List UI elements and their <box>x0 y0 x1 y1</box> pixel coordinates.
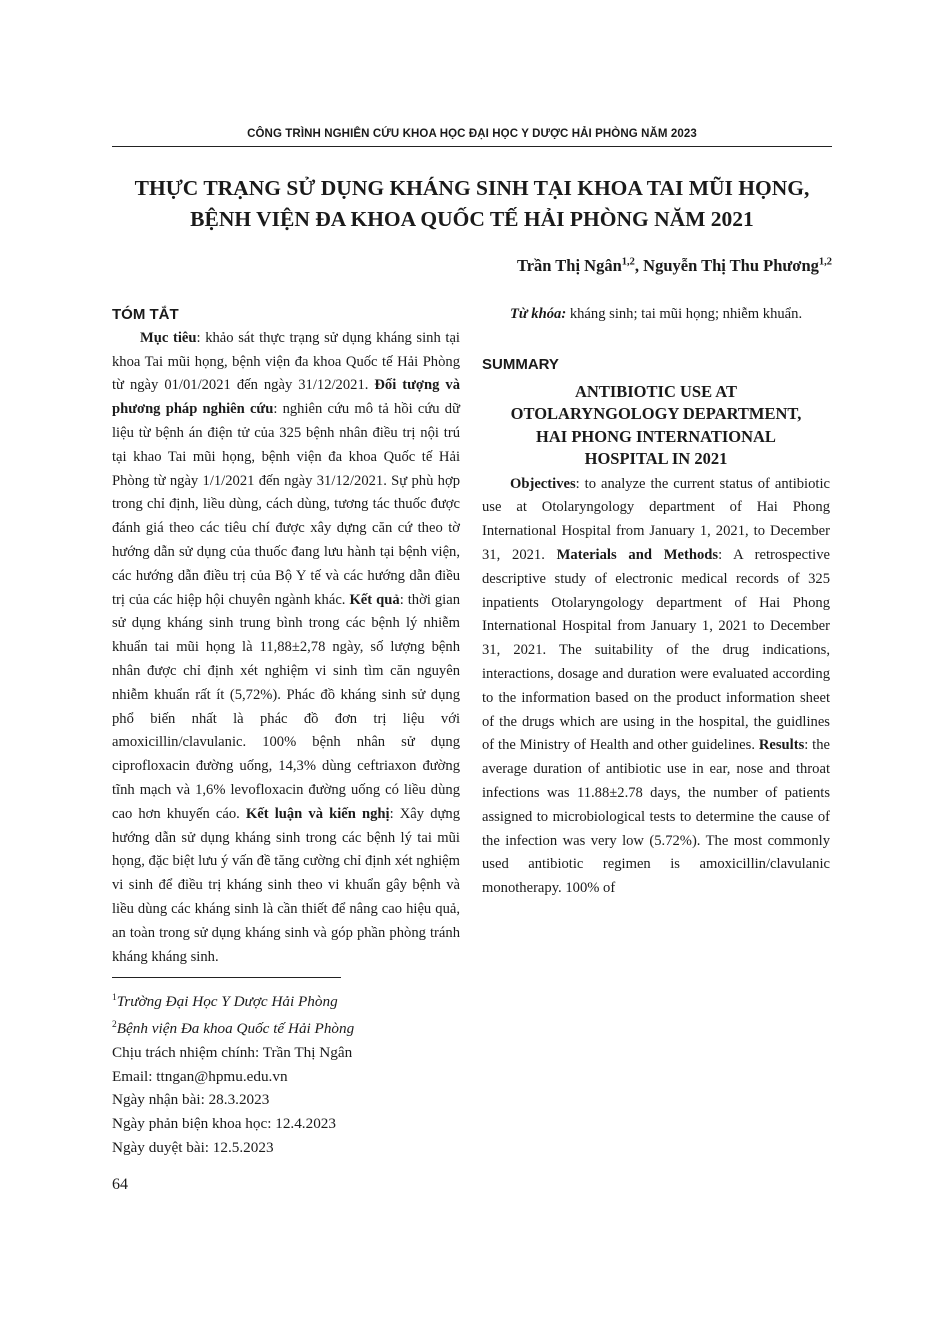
summary-paragraph <box>482 473 830 901</box>
footnote-affiliation-2 <box>112 1014 460 1041</box>
objectives-label: Objectives <box>510 475 576 492</box>
abstract-heading: TÓM TẮT <box>112 306 179 323</box>
en-results-label: Results <box>758 737 805 754</box>
author-1: Trần Thị Ngân <box>516 256 622 275</box>
date-accepted: Ngày duyệt bài: 12.5.2023 <box>112 1138 274 1156</box>
title-line-2: BỆNH VIỆN ĐA KHOA QUỐC TẾ HẢI PHÒNG NĂM 2021 <box>190 207 754 231</box>
keywords-text: kháng sinh; tai mũi họng; nhiễm khuẩn. <box>566 306 803 322</box>
footnote-2-text: Bệnh viện Đa khoa Quốc tế Hải Phòng <box>116 1019 355 1037</box>
conclusion-label: Kết luận và kiến nghị <box>245 805 390 822</box>
author-list <box>112 256 832 276</box>
summary-heading: SUMMARY <box>482 355 559 373</box>
author-separator: , <box>634 256 644 275</box>
title-line-1: THỰC TRẠNG SỬ DỤNG KHÁNG SINH TẠI KHOA TAI MŨI HỌNG, <box>134 176 810 200</box>
running-header: CÔNG TRÌNH NGHIÊN CỨU KHOA HỌC ĐẠI HỌC Y DƯỢC HẢI PHÒNG NĂM 2023 <box>247 128 697 140</box>
header-rule <box>112 146 832 147</box>
objective-label: Mục tiêu <box>140 329 197 346</box>
english-title-line-4: HOSPITAL IN 2021 <box>584 449 728 469</box>
objective-text: : khảo sát thực trạng sử dụng kháng sinh tại khoa Tai mũi họng, bệnh viện đa khoa Quốc tế Hải Phòng từ ngày 01/01/2021 đến ngày 31/12/2021. <box>112 329 460 394</box>
conclusion-text: : Xây dựng hướng dẫn sử dụng kháng sinh trong các bệnh lý tai mũi họng, đặc biệt lưu ý vấn đề tăng cường chỉ định xét nghiệm vi sinh để điều trị kháng sinh theo vi khuẩn gây bệnh và liều dùng các kháng sinh là cần thiết để nâng cao hiệu quả, an toàn trong sử dụng kháng sinh và góp phần phòng tránh kháng kháng sinh. <box>112 805 460 965</box>
article-title <box>112 173 832 235</box>
methods-label: Đối tượng và phương pháp nghiên cứu <box>112 377 460 418</box>
page-number: 64 <box>112 1176 128 1193</box>
english-title-line-1: ANTIBIOTIC USE AT <box>575 381 737 401</box>
corresponding-author: Chịu trách nhiệm chính: Trần Thị Ngân <box>112 1043 353 1061</box>
results-label: Kết quả <box>349 591 400 608</box>
footnotes <box>112 987 460 1160</box>
author-1-affiliation: 1,2 <box>621 256 635 268</box>
results-text: : thời gian sử dụng kháng sinh trung bình trong các bệnh lý nhiễm khuẩn tai mũi họng là 11,88±2,78 ngày, số lượng bệnh nhân được chỉ định xét nghiệm vi sinh tìm căn nguyên nhiễm khuẩn rất ít (5,72%). Phác đồ kháng sinh sử dụng phổ biến nhất là phác đồ đơn trị liệu với amoxicillin/clavulanic. 100% bệnh nhân sử dụng ciprofloxacin đường uống, 14,3% dùng ceftriaxon đường tĩnh mạch và 1,6% levofloxacin đường uống có liều dùng cao hơn khuyến cáo. <box>112 591 460 822</box>
footnote-2-marker: 2 <box>112 1019 117 1030</box>
en-methods-label: Materials and Methods <box>556 546 719 563</box>
objectives-text: : to analyze the current status of antibiotic use at Otolaryngology department of Hai Phong International Hospital from January 1, 2021, to December 31, 2021. <box>482 475 830 563</box>
keywords-label: Từ khóa: <box>510 306 567 322</box>
english-title-line-3: HAI PHONG INTERNATIONAL <box>536 426 776 446</box>
footnote-1-marker: 1 <box>112 993 117 1003</box>
date-reviewed: Ngày phản biện khoa học: 12.4.2023 <box>112 1115 336 1133</box>
english-title <box>482 381 830 471</box>
corresponding-email: Email: ttngan@hpmu.edu.vn <box>112 1067 288 1085</box>
author-2-affiliation: 1,2 <box>818 256 832 268</box>
abstract-vi-paragraph <box>112 327 460 970</box>
footnote-1-text: Trường Đại Học Y Dược Hải Phòng <box>116 993 338 1011</box>
methods-text: : nghiên cứu mô tả hồi cứu dữ liệu từ bệnh án điện tử của 325 bệnh nhân điều trị nội trú tại khao Tai mũi họng, bệnh viện đa khoa Quốc tế Hải Phòng từ ngày 1/1/2021 đến ngày 31/12/2021. Sự phù hợp trong chỉ định, liều dùng, cách dùng, tương tác thuốc được đánh giá theo các tiêu chí được xây dựng căn cứ theo tờ hướng dẫn sử dụng của thuốc đang lưu hành tại bệnh viện, các hướng dẫn điều trị của Bộ Y tế và các hướng dẫn điều trị của các hiệp hội chuyên ngành khác. <box>112 401 460 608</box>
en-methods-text: : A retrospective descriptive study of electronic medical records of 325 inpatients Otolaryngology department of Hai Phong International Hospital from January 1, 2021 to December 31, 2021. The suitability of the drug indications, interactions, dosage and duration were evaluated according to the information based on the product information sheet of the drugs which are using in the hospital, the guidlines of the Ministry of Health and other guidelines. <box>482 546 830 754</box>
right-column <box>482 303 830 901</box>
keywords <box>482 303 830 327</box>
en-results-text: : the average duration of antibiotic use in ear, nose and throat infections was 11.88±2.78 days, the number of patients assigned to microbiological tests to determine the cause of the infection was very low (5.72%). The most commonly used antibiotic regimen is amoxicillin/clavulanic monotherapy. 100% of <box>482 737 830 897</box>
date-received: Ngày nhận bài: 28.3.2023 <box>112 1091 270 1109</box>
footnote-rule <box>112 977 341 978</box>
author-2: Nguyễn Thị Thu Phương <box>643 256 819 275</box>
english-title-line-2: OTOLARYNGOLOGY DEPARTMENT, <box>510 404 802 424</box>
footnote-affiliation-1 <box>112 987 460 1014</box>
left-column <box>112 303 460 969</box>
